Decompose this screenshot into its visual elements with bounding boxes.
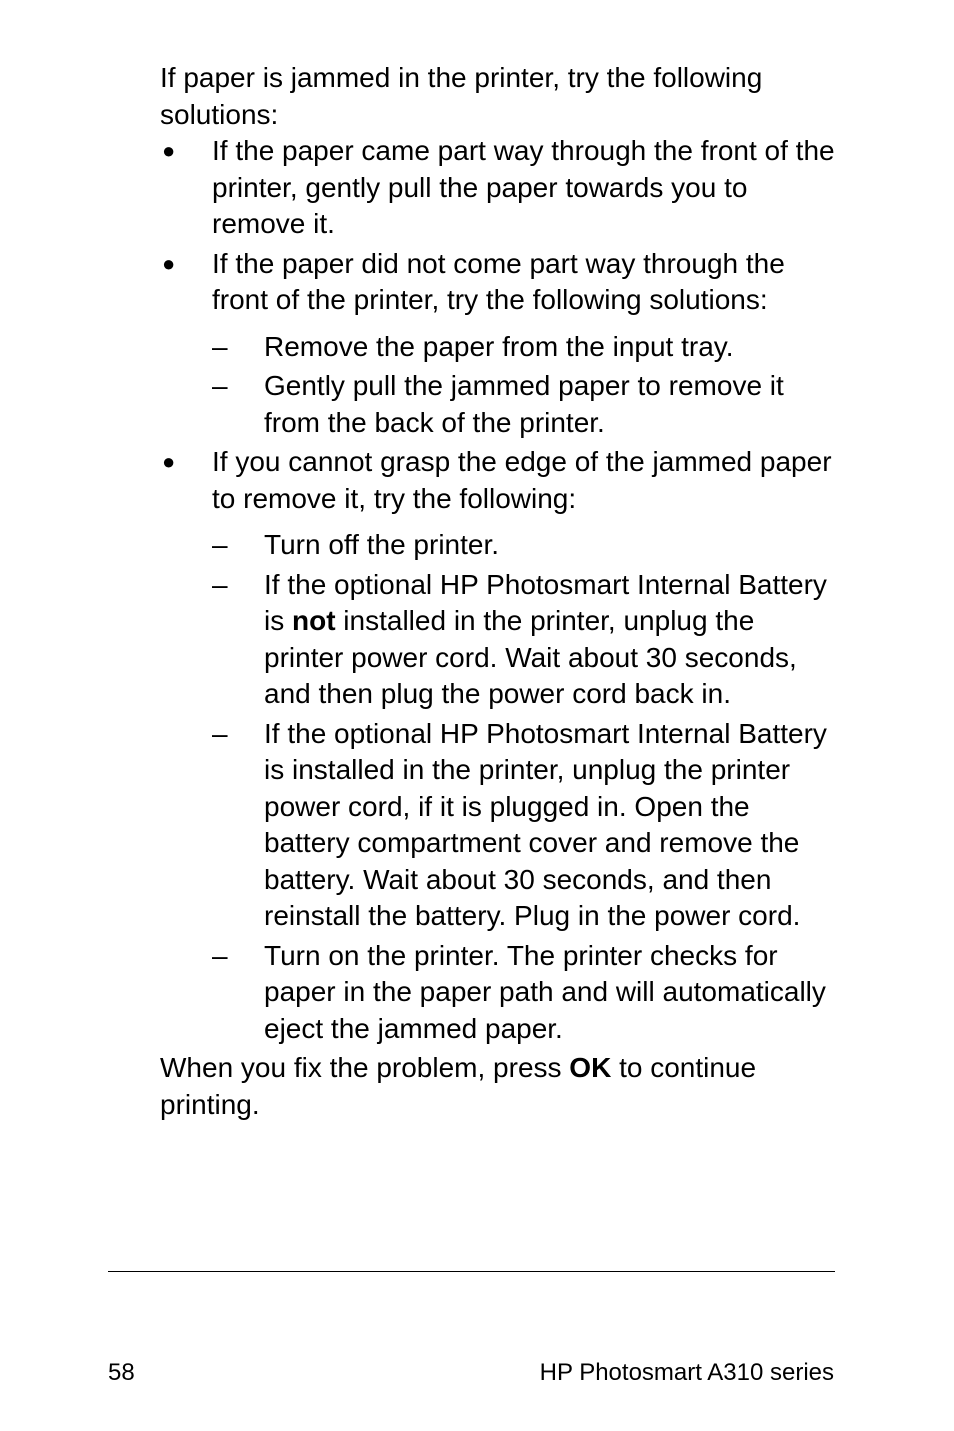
page-number: 58	[108, 1359, 135, 1386]
dash-icon: –	[212, 529, 228, 560]
ok-key-label: OK	[569, 1052, 612, 1083]
dash-icon: –	[212, 717, 228, 749]
sub-list	[212, 527, 840, 1047]
sub-list-item-text-after: installed in the printer, unplug the printer power cord. Wait about 30 seconds, and then plug the power cord back in.	[264, 605, 797, 709]
dash-icon: –	[212, 370, 228, 401]
sub-list-item-text: Gently pull the jammed paper to remove it from the back of the printer.	[264, 370, 784, 438]
sub-list-item-text: Turn on the printer. The printer checks for paper in the paper path and will automatically eject the jammed paper.	[264, 939, 826, 1044]
footer-divider	[108, 1271, 835, 1272]
list-item	[160, 246, 840, 442]
sub-list-item-text: Turn off the printer.	[264, 529, 500, 560]
sub-list-item	[212, 368, 840, 441]
sub-list-item	[212, 527, 840, 564]
sub-list-item-text-before: If the optional HP Photosmart Internal Battery is	[264, 568, 827, 636]
sub-list-item	[212, 567, 840, 713]
closing-paragraph	[160, 1050, 840, 1123]
dash-icon: –	[212, 330, 228, 362]
emphasis-not: not	[292, 605, 336, 636]
page-body	[160, 60, 840, 1123]
dash-icon: –	[212, 568, 228, 600]
sub-list-item	[212, 938, 840, 1048]
bullet-icon: ●	[162, 138, 176, 163]
sub-list	[212, 329, 840, 442]
list-item-text: If the paper did not come part way through the front of the printer, try the following solutions:	[212, 247, 785, 315]
bullet-icon: ●	[162, 250, 176, 276]
list-item	[160, 444, 840, 1047]
list-item-text: If the paper came part way through the front of the printer, gently pull the paper towards you to remove it.	[212, 135, 835, 239]
sub-list-item-text: Remove the paper from the input tray.	[264, 330, 734, 362]
list-item-text: If you cannot grasp the edge of the jammed paper to remove it, try the following:	[212, 446, 832, 514]
footer-product-name: HP Photosmart A310 series	[539, 1359, 834, 1386]
intro-paragraph: If paper is jammed in the printer, try the following solutions:	[160, 62, 763, 130]
closing-text-after: to continue printing.	[160, 1052, 757, 1120]
sub-list-item	[212, 716, 840, 935]
bullet-icon: ●	[162, 449, 176, 474]
sub-list-item	[212, 329, 840, 366]
dash-icon: –	[212, 939, 228, 971]
solutions-list	[160, 133, 840, 1047]
closing-text-before: When you fix the problem, press	[160, 1052, 570, 1083]
list-item	[160, 133, 840, 243]
sub-list-item-text: If the optional HP Photosmart Internal Battery is installed in the printer, unplug the printer power cord, if it is plugged in. Open the battery compartment cover and remove the battery. Wait about 30 seconds, and then reinstall the battery. Plug in the power cord.	[264, 717, 827, 931]
